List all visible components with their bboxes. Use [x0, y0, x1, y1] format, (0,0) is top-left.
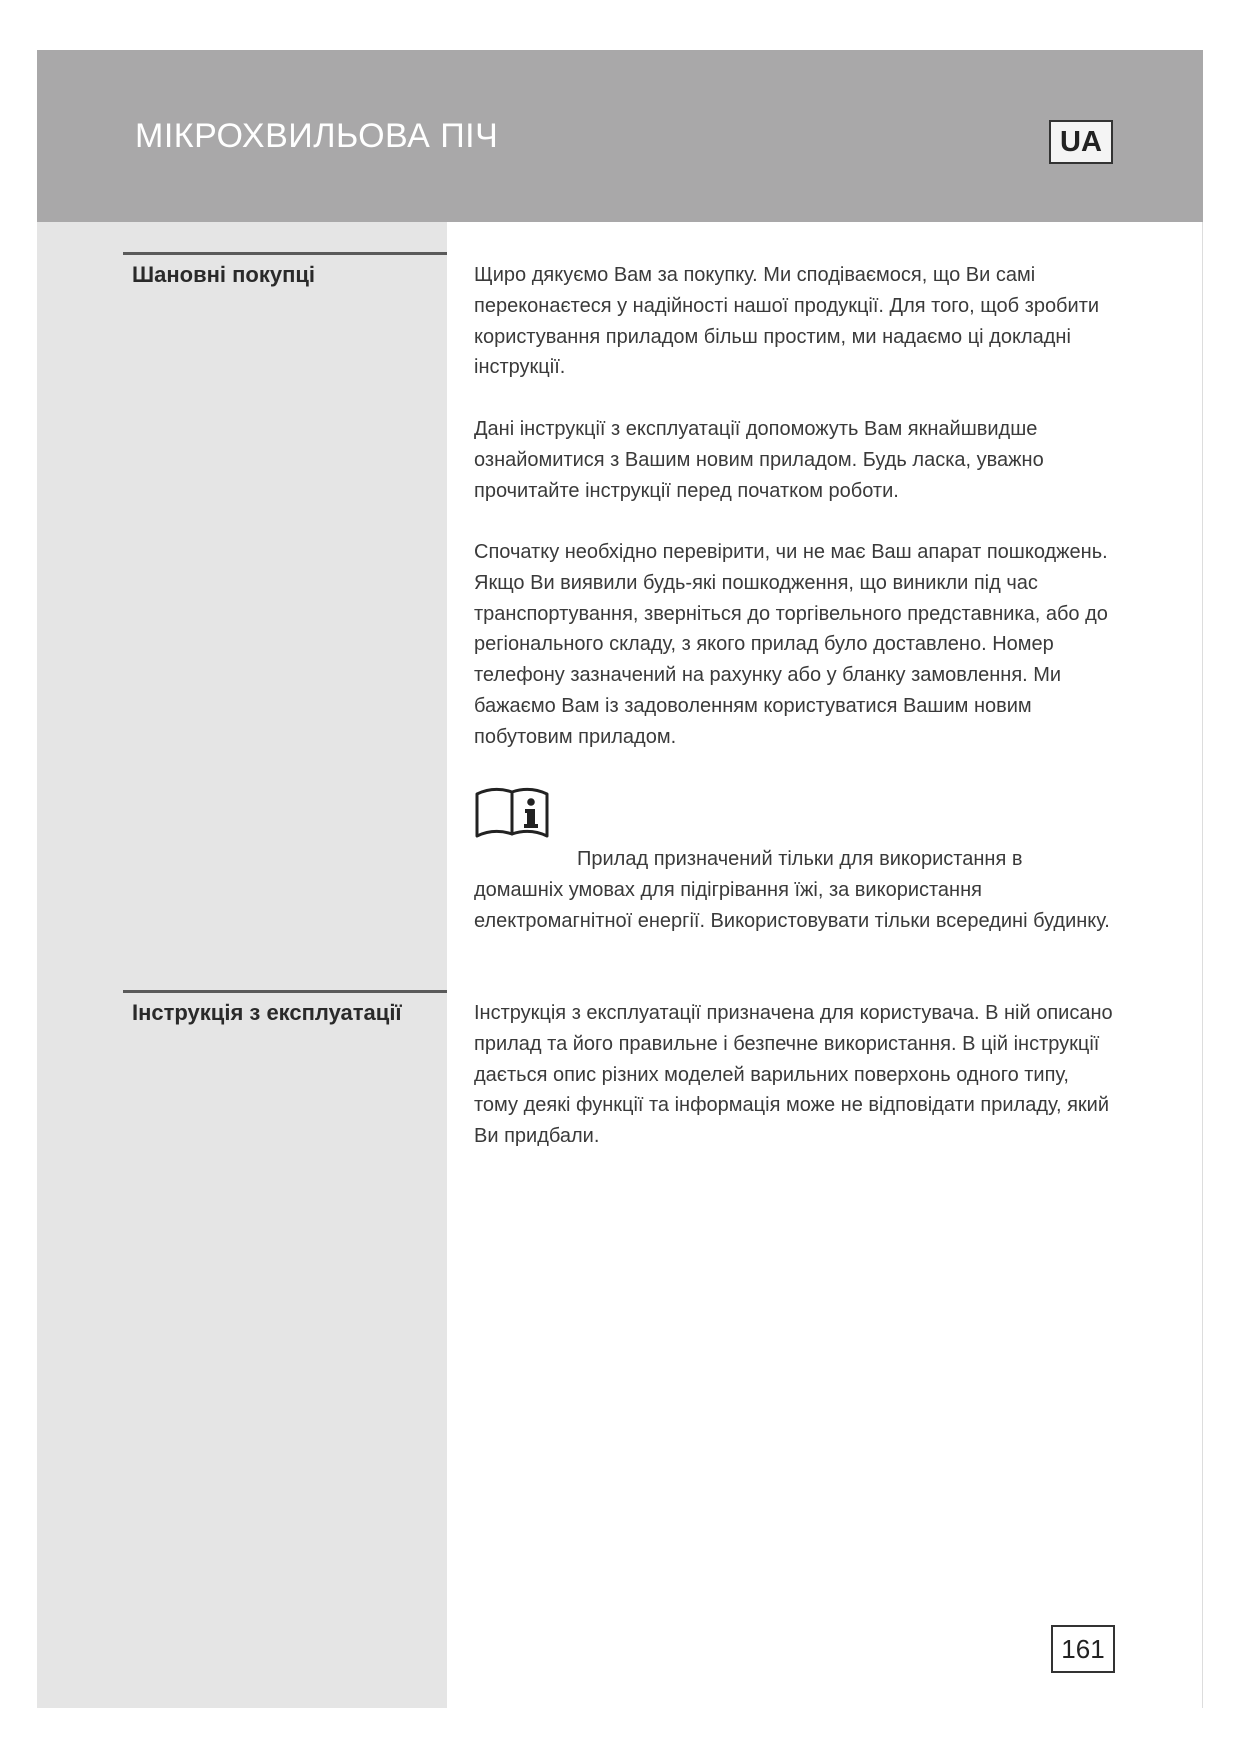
page-title: МІКРОХВИЛЬОВА ПІЧ — [135, 117, 499, 155]
section-heading-operating-instructions: Інструкція з експлуатації — [132, 1000, 402, 1025]
section-divider — [123, 252, 447, 255]
section-divider — [123, 990, 447, 993]
info-book-icon — [474, 784, 554, 838]
paragraph-manual-intro: Дані інструкції з експлуатації допоможуть Вам якнайшвидше ознайомитися з Вашим новим приладом. Будь ласка, уважно прочитайте інструкції перед початком роботи. — [474, 418, 1044, 502]
language-badge: UA — [1049, 120, 1113, 164]
note-intended-use: Прилад призначений тільки для використання в домашніх умовах для підігрівання їжі, за використання електромагнітної енергії. Використовувати тільки всередині будинку. — [474, 848, 1110, 932]
sidebar — [37, 222, 447, 1708]
paragraph-check-damage: Спочатку необхідно перевірити, чи не має Ваш апарат пошкоджень. Якщо Ви виявили будь-які пошкодження, що виникли під час транспортування, зверніться до торгівельного представника, або до регіонального складу, з якого прилад було доставлено. Номер телефону зазначений на рахунку або у бланку замовлення. Ми бажаємо Вам із задоволенням користуватися Вашим новим побутовим приладом. — [474, 541, 1108, 748]
right-margin-rule — [1202, 222, 1203, 1708]
header-band — [37, 50, 1203, 222]
page-number: 161 — [1051, 1625, 1115, 1673]
section-heading-dear-customers: Шановні покупці — [132, 262, 316, 287]
paragraph-instructions-purpose: Інструкція з експлуатації призначена для користувача. В ній описано прилад та його правильне і безпечне використання. В цій інструкції дається опис різних моделей варильних поверхонь одного типу, тому деякі функції та інформація може не відповідати приладу, який Ви придбали. — [474, 1002, 1113, 1148]
paragraph-thanks: Щиро дякуємо Вам за покупку. Ми сподіваємося, що Ви самі переконаєтеся у надійності нашої продукції. Для того, щоб зробити користування приладом більш простим, ми надаємо ці докладні інструкції. — [474, 264, 1100, 379]
